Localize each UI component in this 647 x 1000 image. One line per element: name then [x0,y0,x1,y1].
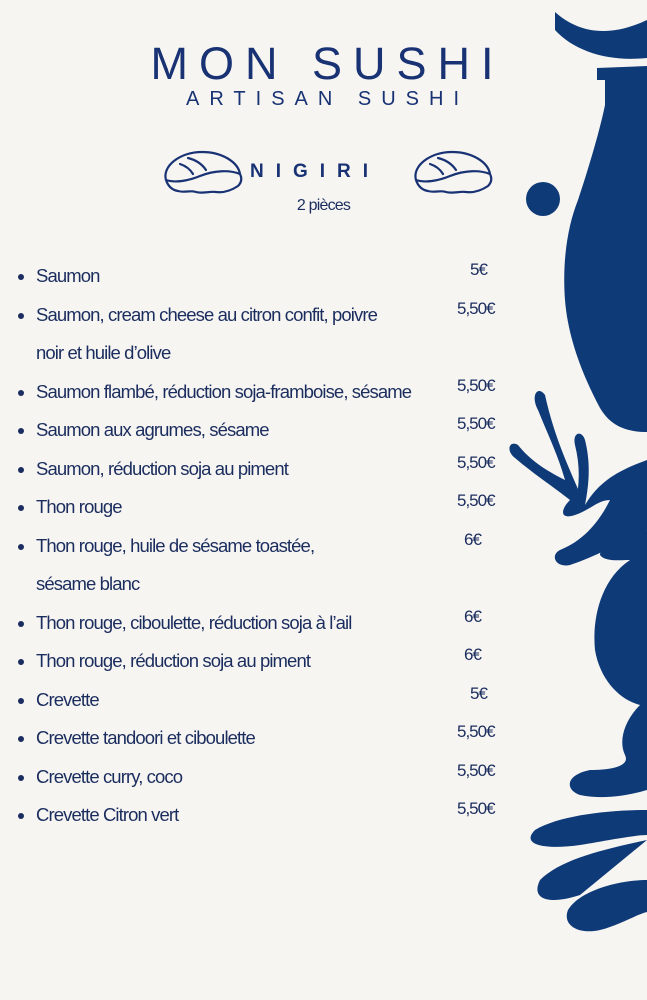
item-name: Thon rouge [16,488,456,527]
item-name: Crevette [16,681,456,720]
menu-item [16,681,516,720]
item-price: 5,50€ [457,298,495,318]
item-price: 6€ [464,606,481,626]
item-name: Saumon flambé, réduction soja-framboise, sésame [16,373,426,412]
item-name: Saumon, réduction soja au piment [16,450,456,489]
item-price: 5,50€ [457,414,495,433]
menu-item [16,450,516,489]
item-price: 5,50€ [457,722,495,741]
section-title: NIGIRI [250,161,381,182]
item-price: 5,50€ [457,375,495,395]
item-price: 5€ [470,683,487,703]
menu-item [16,488,516,527]
section-subtitle: 2 pièces [296,197,351,214]
item-price: 5,50€ [457,799,495,818]
menu-item [16,719,516,758]
item-price: 6€ [464,529,481,549]
item-name: Crevette curry, coco [16,758,456,797]
nigiri-sushi-icon [410,148,494,196]
section-header [160,148,490,198]
menu-item [16,642,516,681]
menu-item [16,257,516,296]
item-price: 6€ [464,645,481,664]
item-name: Saumon aux agrumes, sésame [16,411,456,450]
restaurant-subtitle: ARTISAN SUSHI [186,88,469,110]
item-price: 5,50€ [457,760,495,780]
menu-item [16,373,516,412]
menu-item [16,796,516,835]
item-price: 5,50€ [457,491,495,510]
item-price: 5€ [470,260,487,279]
menu-item [16,527,516,604]
menu-item [16,411,516,450]
menu-item [16,604,516,643]
item-price: 5,50€ [457,452,495,472]
item-name: Saumon [16,257,456,296]
item-name: Crevette Citron vert [16,796,456,835]
item-name: Thon rouge, réduction soja au piment [16,642,456,681]
menu-item [16,758,516,797]
item-name: Crevette tandoori et ciboulette [16,719,456,758]
menu-list [16,257,516,835]
item-name: Saumon, cream cheese au citron confit, poivre noir et huile d’olive [16,296,396,373]
restaurant-title: MON SUSHI [150,38,505,89]
menu-item [16,296,516,373]
nigiri-sushi-icon [160,148,244,196]
item-name: Thon rouge, huile de sésame toastée, sésame blanc [16,527,376,604]
item-name: Thon rouge, ciboulette, réduction soja à l’ail [16,604,456,643]
